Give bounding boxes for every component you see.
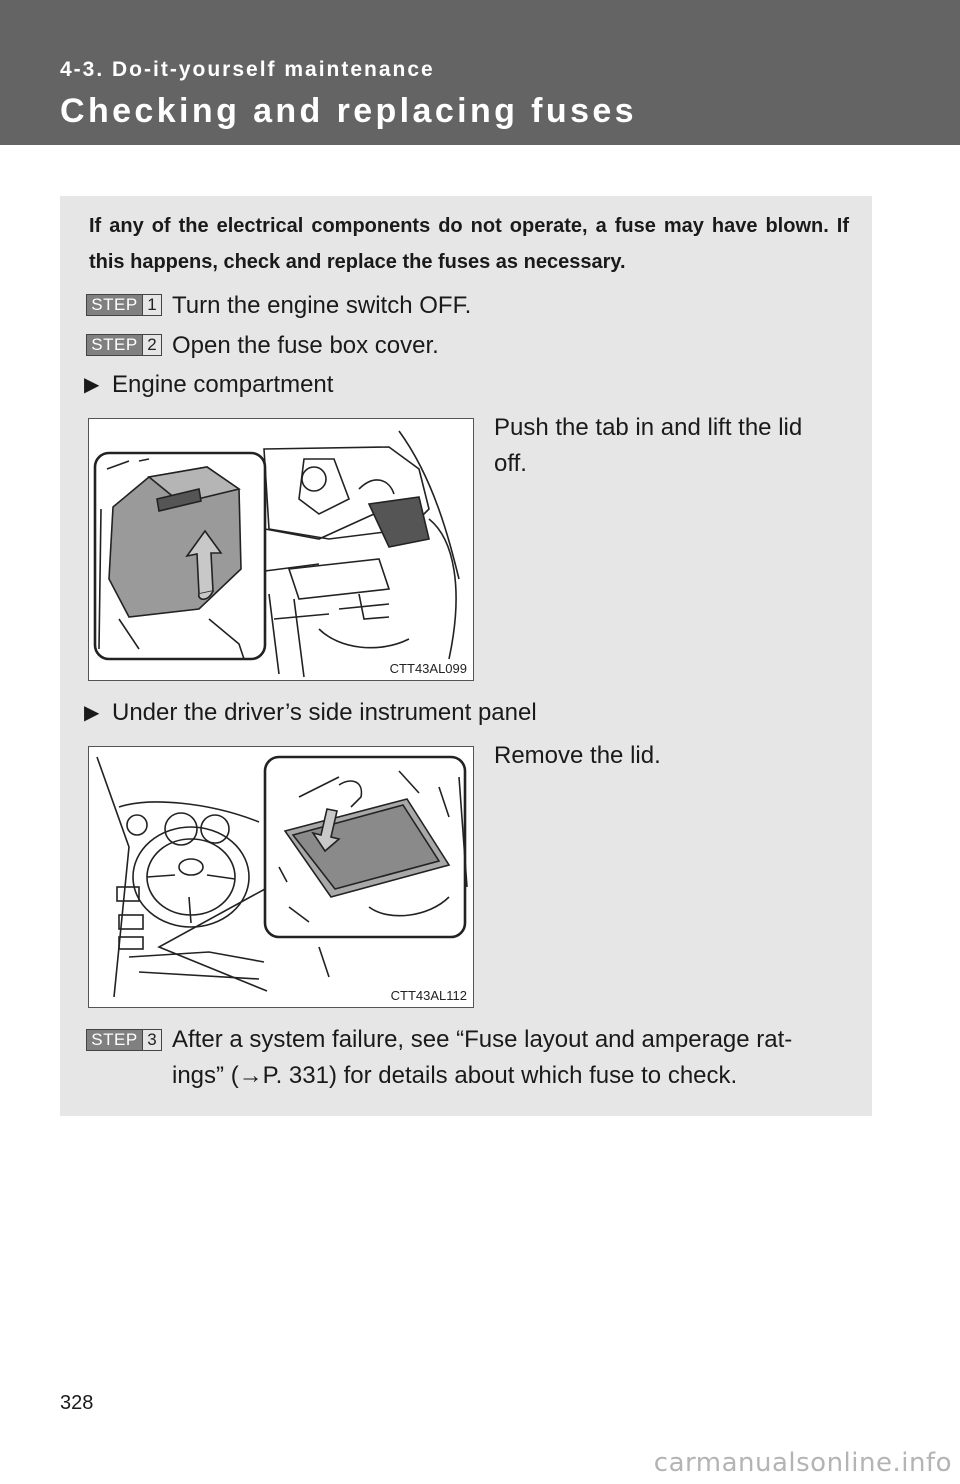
step-2-badge: STEP 2 xyxy=(86,334,162,356)
step-1-text: Turn the engine switch OFF. xyxy=(172,292,472,319)
section-label: 4-3. Do-it-yourself maintenance xyxy=(60,58,435,81)
engine-compartment-illustration xyxy=(88,418,474,681)
location-instrument-panel: ▶ Under the driver’s side instrument panel xyxy=(84,696,537,730)
panel-instruction: Remove the lid. xyxy=(494,742,661,769)
intro-text: If any of the electrical components do not operate, a fuse may have blown. If this happens, check and replace the fuses as necessary. xyxy=(89,215,849,273)
triangle-bullet-icon: ▶ xyxy=(84,702,100,724)
step-3-text: After a system failure, see “Fuse layout and amperage rat- ings” (→P. 331) for details about which fuse to check. xyxy=(172,1026,793,1089)
location-engine-compartment: ▶ Engine compartment xyxy=(84,368,333,402)
engine-instruction: Push the tab in and lift the lid off. xyxy=(494,414,803,477)
instrument-panel-fuse-drawing xyxy=(89,747,472,1006)
step-3-badge: STEP 3 xyxy=(86,1029,162,1051)
chapter-header xyxy=(0,0,960,145)
step-2-text: Open the fuse box cover. xyxy=(172,332,439,359)
figure-code: CTT43AL099 xyxy=(389,661,467,676)
step-1-badge: STEP 1 xyxy=(86,294,162,316)
triangle-bullet-icon: ▶ xyxy=(84,374,100,396)
page-title: Checking and replacing fuses xyxy=(60,92,637,130)
watermark: carmanualsonline.info xyxy=(653,1448,952,1478)
figure-code: CTT43AL112 xyxy=(390,988,467,1003)
instrument-panel-illustration xyxy=(88,746,474,1008)
engine-fuse-box-drawing xyxy=(89,419,472,679)
page-number: 328 xyxy=(60,1392,94,1414)
